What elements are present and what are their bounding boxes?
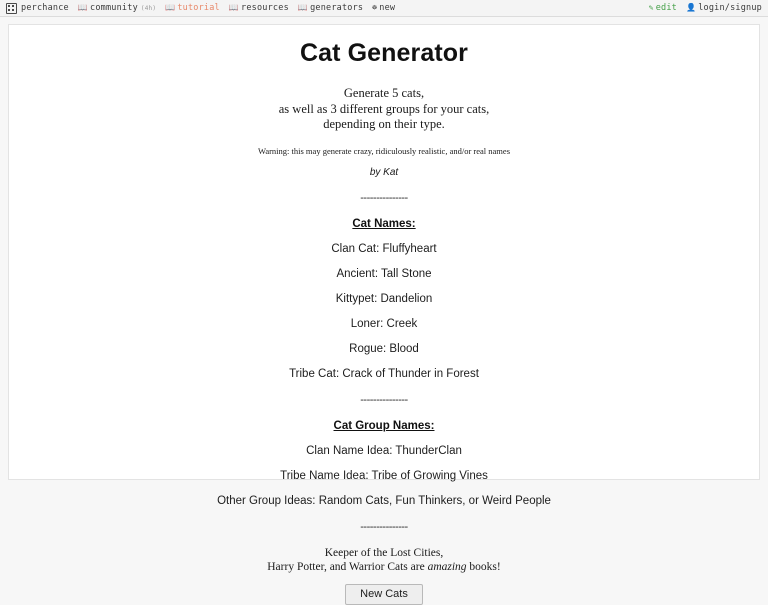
description-line-2: as well as 3 different groups for your cats, (278, 101, 490, 116)
nav-item-tutorial[interactable] (165, 3, 220, 13)
edit-button[interactable] (649, 3, 677, 13)
footer-line-2-post: books! (466, 560, 501, 573)
brand-perchance-link[interactable] (6, 3, 69, 14)
footer-line-1: Keeper of the Lost Cities, (324, 546, 444, 559)
cat-name-entry: Rogue: Blood (349, 342, 419, 355)
cat-group-name-entry: Other Group Ideas: Random Cats, Fun Thinkers, or Weird People (217, 494, 551, 507)
cat-group-name-entry: Tribe Name Idea: Tribe of Growing Vines (280, 469, 488, 482)
divider-1: --------------- (360, 191, 408, 204)
description-line-3: depending on their type. (323, 117, 445, 131)
page-sheet-wrapper (0, 17, 768, 600)
book-icon: 📖 (297, 3, 309, 12)
login-signup-link[interactable] (686, 3, 762, 13)
nav-item-resources[interactable] (229, 3, 289, 13)
section-heading-cat-names: Cat Names: (352, 217, 416, 230)
divider-3: --------------- (360, 520, 408, 533)
footer-note (9, 546, 759, 574)
generator-content-sheet (8, 24, 760, 600)
nav-item-community[interactable] (78, 3, 156, 13)
cat-name-entry: Kittypet: Dandelion (335, 292, 433, 305)
globe-icon: ☸ (372, 3, 378, 12)
description-line-1: Generate 5 cats, (343, 86, 425, 100)
navbar-left-group (6, 3, 649, 14)
divider-2: --------------- (360, 393, 408, 406)
brand-label: perchance (21, 3, 69, 13)
button-row (9, 584, 759, 605)
user-icon: 👤 (686, 3, 697, 12)
nav-item-generators[interactable] (298, 3, 363, 13)
cat-name-entry: Clan Cat: Fluffyheart (331, 242, 437, 255)
book-icon: 📖 (165, 3, 176, 12)
nav-item-community-badge: (4h) (140, 4, 157, 12)
edit-label: edit (655, 3, 678, 13)
nav-item-new-label: new (379, 3, 396, 13)
footer-line-2-pre: Harry Potter, and Warrior Cats are (267, 560, 428, 573)
footer-line-2 (9, 560, 759, 574)
section-heading-cat-group-names: Cat Group Names: (333, 419, 435, 432)
cat-name-entry: Tribe Cat: Crack of Thunder in Forest (289, 367, 479, 380)
perchance-logo-icon (6, 3, 17, 14)
nav-item-tutorial-label: tutorial (177, 3, 220, 13)
login-signup-label: login/signup (698, 3, 762, 13)
top-navbar (0, 0, 768, 17)
book-icon: 📖 (77, 3, 89, 12)
cat-name-entry: Loner: Creek (350, 317, 418, 330)
cat-name-entry: Ancient: Tall Stone (336, 267, 432, 280)
nav-item-generators-label: generators (310, 3, 364, 13)
cat-group-name-entry: Clan Name Idea: ThunderClan (306, 444, 462, 457)
pencil-icon: ✎ (648, 3, 654, 12)
navbar-right-group (649, 3, 762, 13)
book-icon: 📖 (228, 3, 240, 12)
page-title: Cat Generator (299, 39, 468, 67)
nav-item-resources-label: resources (241, 3, 289, 13)
warning-text: Warning: this may generate crazy, ridiculously realistic, and/or real names (257, 145, 511, 156)
generator-description (9, 86, 759, 133)
nav-item-new[interactable] (372, 3, 395, 13)
new-cats-button[interactable]: New Cats (345, 584, 423, 605)
nav-item-community-label: community (90, 3, 138, 13)
author-byline: by Kat (369, 166, 399, 178)
footer-line-2-emphasis: amazing (427, 560, 467, 573)
